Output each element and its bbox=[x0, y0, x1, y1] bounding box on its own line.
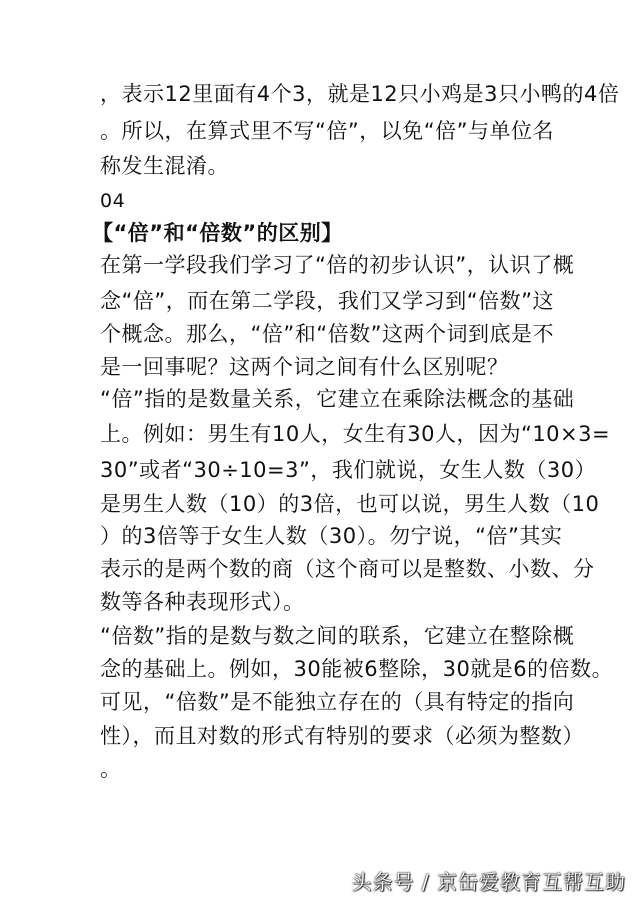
text-line: 念“倍”，而在第二学段，我们又学习到“倍数”这 bbox=[100, 289, 555, 313]
text-line: 。所以，在算式里不写“倍”，以免“倍”与单位名 bbox=[100, 119, 555, 143]
text-line: 是一回事呢？这两个词之间有什么区别呢？ bbox=[100, 355, 509, 379]
text-line: 。 bbox=[100, 757, 122, 781]
text-line: ，表示12里面有4个3，就是12只小鸡是3只小鸭的4倍 bbox=[100, 82, 620, 106]
text-line: 个概念。那么，“倍”和“倍数”这两个词到底是不 bbox=[100, 322, 555, 346]
section-number: 04 bbox=[100, 190, 126, 212]
text-line: “倍数”指的是数与数之间的联系，它建立在整除概 bbox=[100, 624, 575, 648]
text-line: 念的基础上。例如，30能被6整除，30就是6的倍数。 bbox=[100, 657, 614, 681]
text-line: 称发生混淆。 bbox=[100, 154, 229, 178]
text-line: 30”或者“30÷10=3”，我们就说，女生人数（30） bbox=[100, 458, 597, 482]
text-line: 性），而且对数的形式有特别的要求（必须为整数） bbox=[100, 724, 584, 748]
text-line: 数等各种表现形式）。 bbox=[100, 590, 305, 614]
section-heading: 【“倍”和“倍数”的区别】 bbox=[92, 221, 343, 245]
watermark: 头条号 / 京缶爱教育互帮互助 bbox=[351, 870, 626, 894]
text-line: “倍”指的是数量关系，它建立在乘除法概念的基础 bbox=[100, 387, 575, 411]
text-line: 上。例如：男生有10人，女生有30人，因为“10×3= bbox=[100, 422, 611, 446]
text-line: ）的3倍等于女生人数（30）。勿宁说，“倍”其实 bbox=[100, 524, 563, 548]
text-line: 在第一学段我们学习了“倍的初步认识”，认识了概 bbox=[100, 253, 575, 277]
text-line: 可见，“倍数”是不能独立存在的（具有特定的指向 bbox=[100, 690, 575, 714]
text-line: 表示的是两个数的商（这个商可以是整数、小数、分 bbox=[100, 557, 595, 581]
text-line: 是男生人数（10）的3倍，也可以说，男生人数（10 bbox=[100, 492, 600, 516]
